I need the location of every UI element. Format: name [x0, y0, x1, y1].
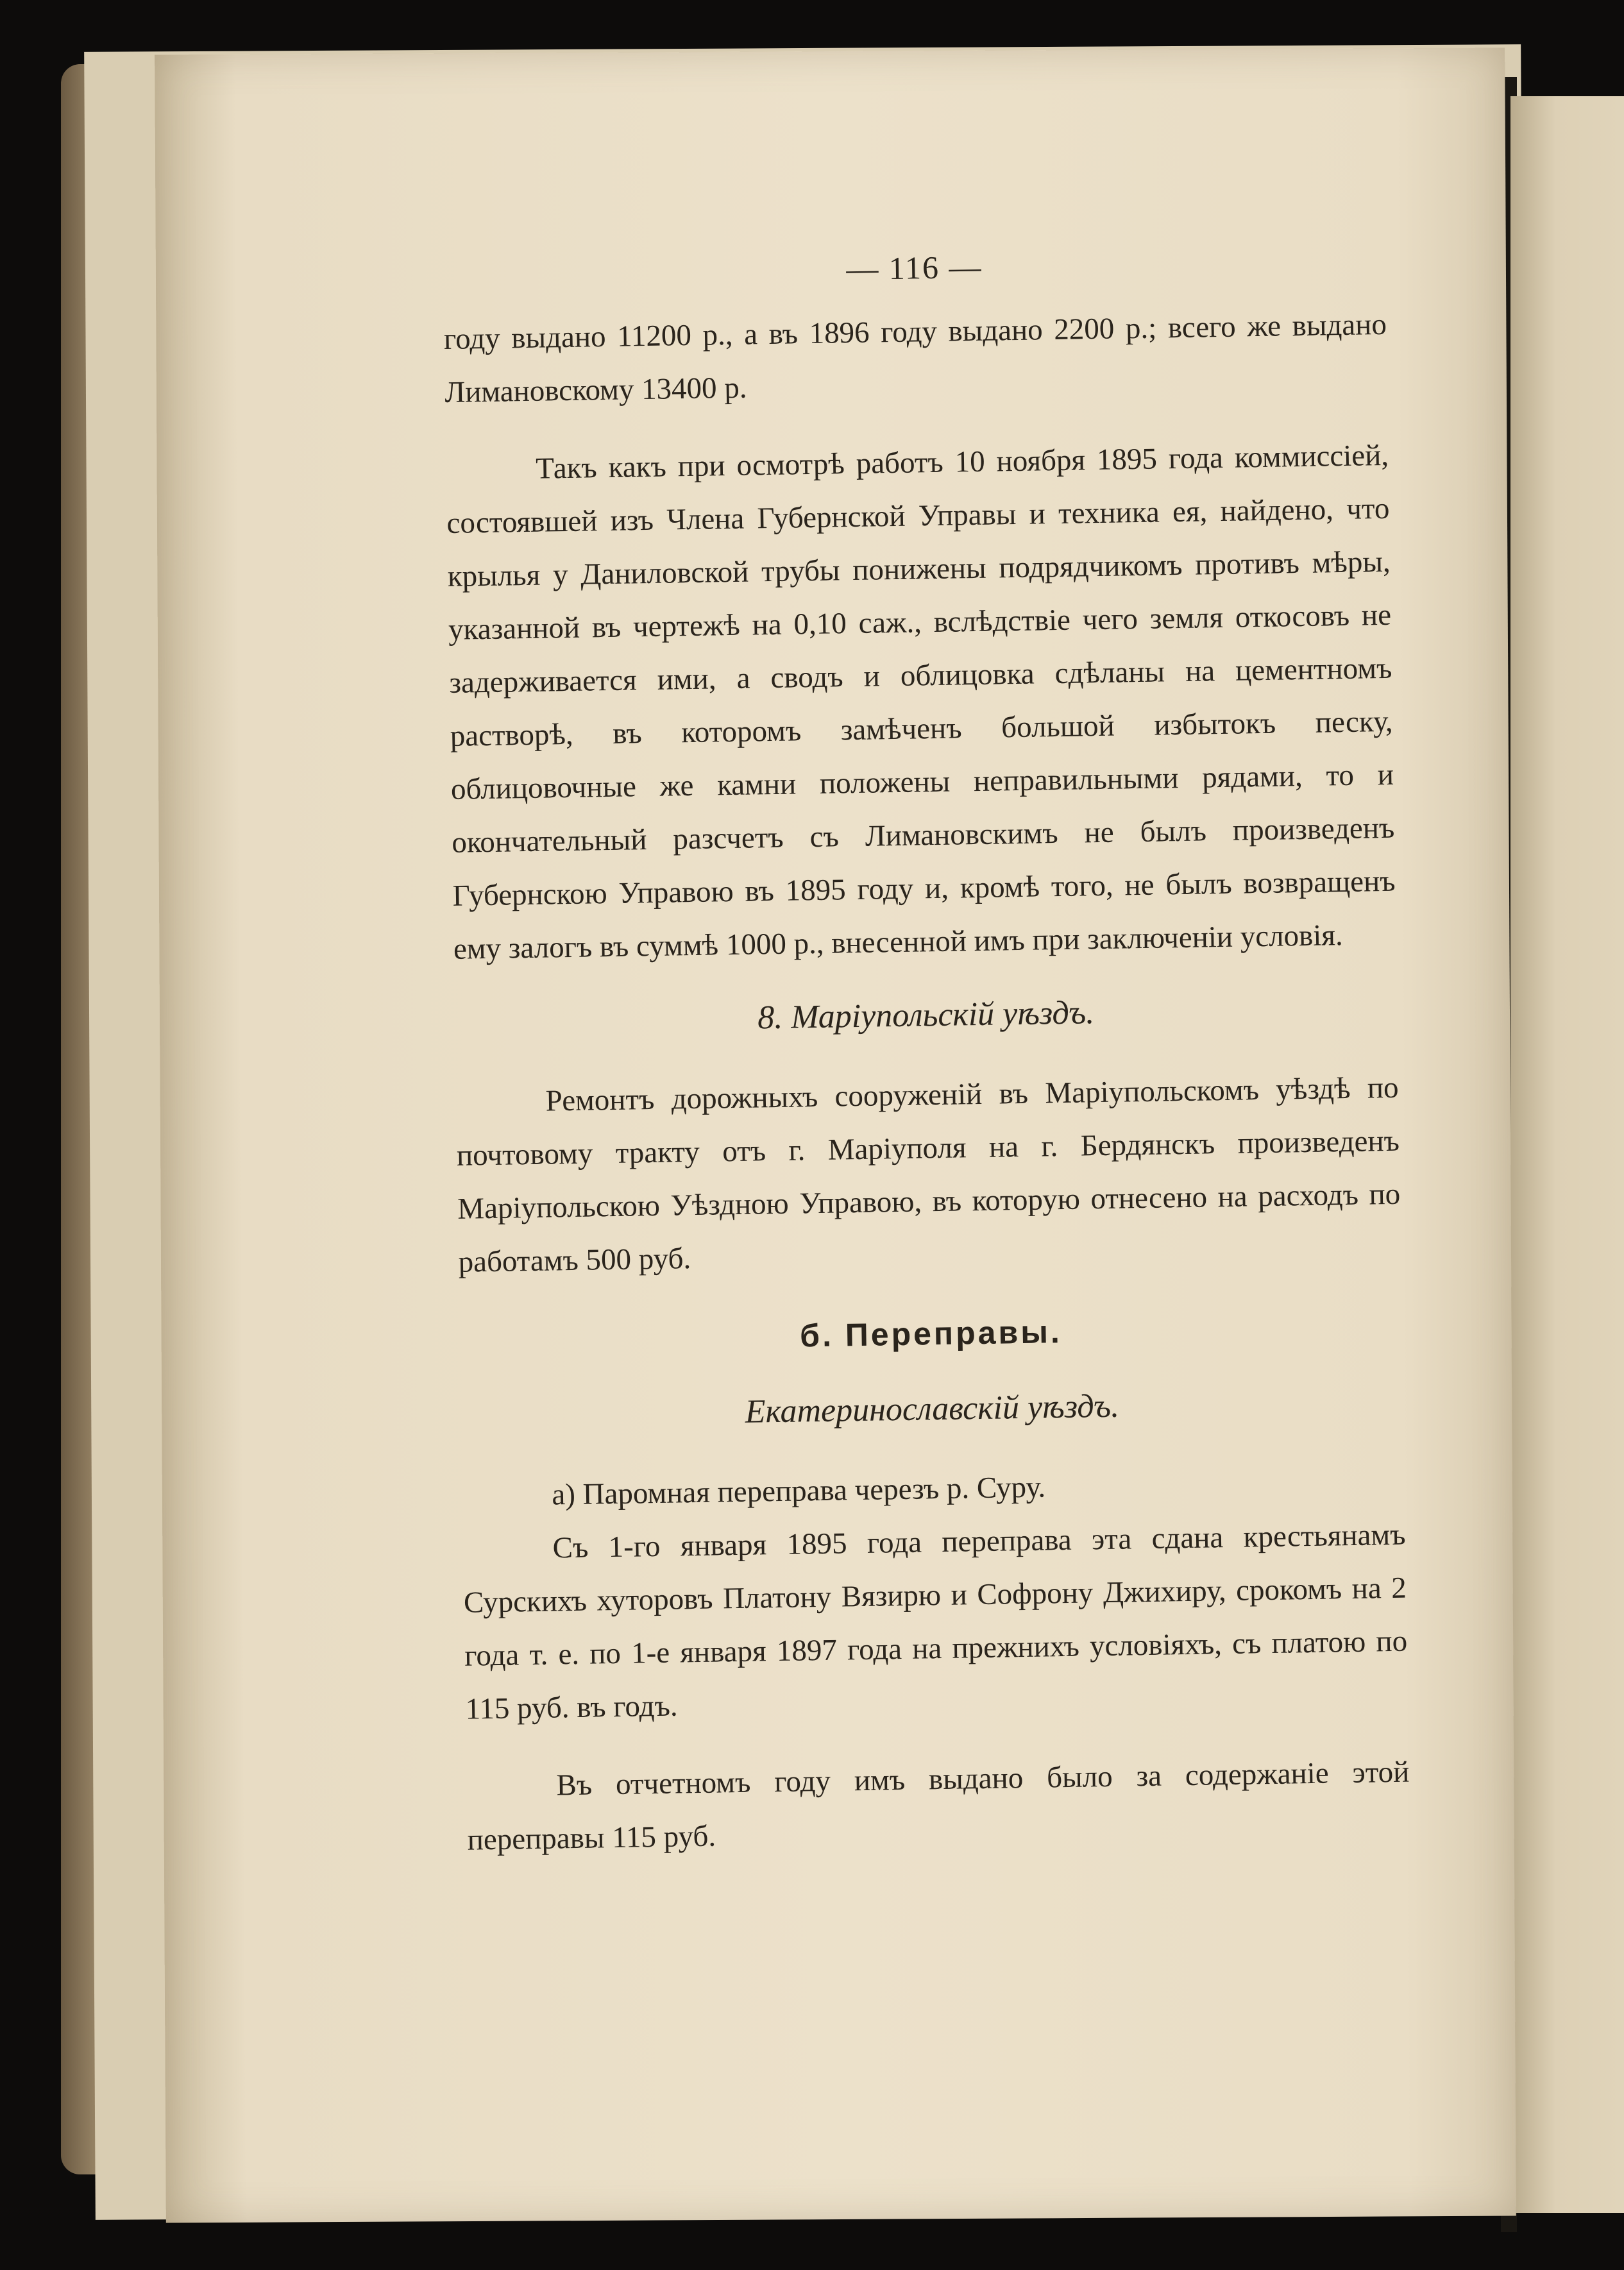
facing-page-edge [1510, 96, 1624, 2213]
paragraph-ferry-payment: Въ отчетномъ году имъ выдано было за содержаніе этой переправы 115 руб. [467, 1755, 1410, 1857]
heading-ekaterinoslav-district: Екатеринославскій уѣздъ. [745, 1387, 1120, 1430]
heading-crossings: б. Переправы. [799, 1314, 1063, 1354]
page-number: — 116 — [845, 248, 983, 287]
item-ferry-sura: а) Паромная переправа черезъ р. Суру. [551, 1470, 1046, 1512]
heading-mariupol-district: 8. Маріупольскій уѣздъ. [757, 994, 1095, 1037]
paragraph-continuation: году выдано 11200 р., а въ 1896 году выдано 2200 р.; всего же выдано Лимановскому 13400 р. [443, 307, 1387, 409]
paragraph-mariupol-repair: Ремонтъ дорожныхъ сооруженій въ Маріупольскомъ уѣздѣ по почтовому тракту отъ г. Маріуполя на г. Бердянскъ произведенъ Маріупольскою Уѣздною Управою, въ которую отнесено на расходъ по работамъ 500 руб. [456, 1071, 1401, 1279]
page-text [443, 242, 1410, 1867]
paragraph-inspection: Такъ какъ при осмотрѣ работъ 10 ноября 1895 года коммиссіей, состоявшей изъ Члена Губернской Управы и техника ея, найдено, что крылья у Даниловской трубы понижены подрядчикомъ противъ мѣры, указанной въ чертежѣ на 0,10 саж., вслѣдствіе чего земля откосовъ не задерживается ими, а сводъ и облицовка сдѣланы на цементномъ растворѣ, въ которомъ замѣченъ большой избытокъ песку, облицовочные же камни положены неправильными рядами, то и окончательный разсчетъ съ Лимановскимъ не былъ произведенъ Губернскою Управою въ 1895 году и, кромѣ того, не былъ возвращенъ ему залогъ въ суммѣ 1000 р., внесенной имъ при заключеніи условія. [446, 438, 1396, 966]
paragraph-ferry-lease: Съ 1-го января 1895 года переправа эта сдана крестьянамъ Сурскихъ хуторовъ Платону Вязирю и Софрону Джихиру, срокомъ на 2 года т. е. по 1-е января 1897 года на прежнихъ условіяхъ, съ платою по 115 руб. въ годъ. [463, 1518, 1408, 1726]
